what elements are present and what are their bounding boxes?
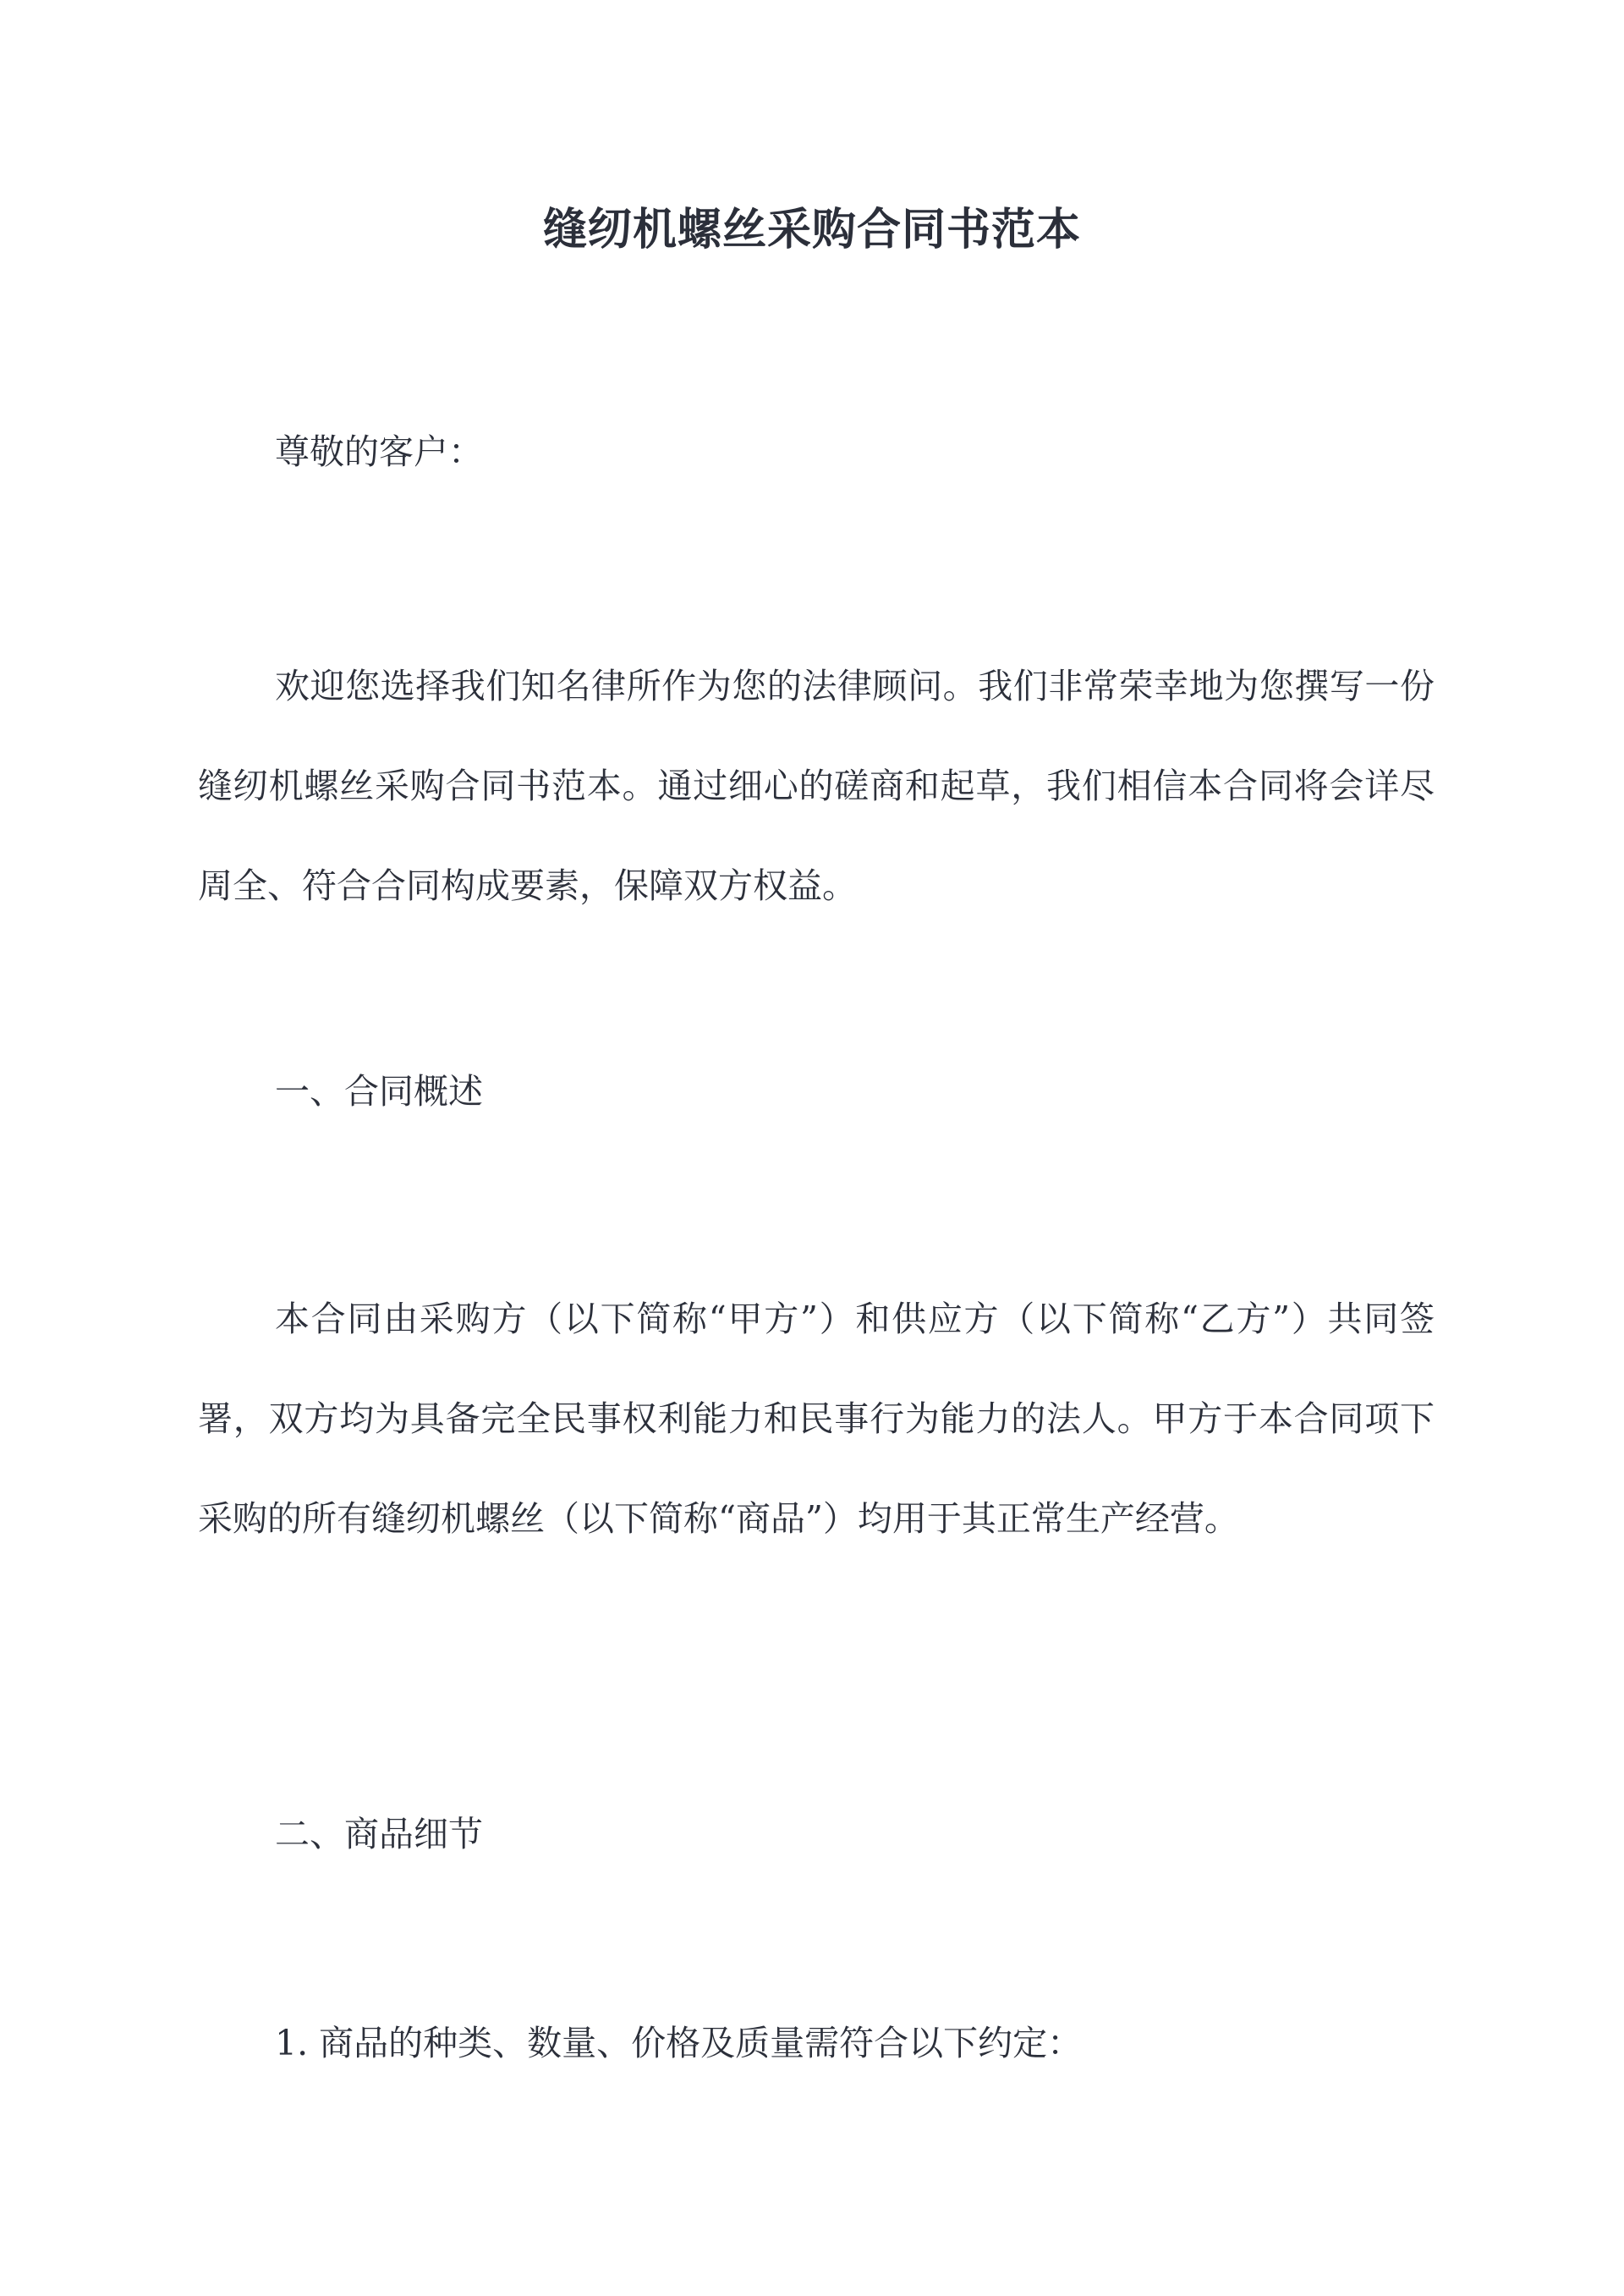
document-title: 缝纫机螺丝采购合同书范本 [542,204,1081,255]
list-item-1: 1. 商品的种类、数量、价格及质量需符合以下约定： [275,2023,1083,2063]
intro-paragraph: 欢迎您选择我们知名律所作为您的法律顾问。我们非常荣幸地为您撰写一份缝纫机螺丝采购合同书范本。通过细心的磋商和起草，我们相信本合同将会详尽周全、符合合同构成要素，保障双方权益。 [198,666,1435,906]
overview-paragraph: 本合同由采购方（以下简称“甲方”）和供应方（以下简称“乙方”）共同签署，双方均为具备完全民事权利能力和民事行为能力的法人。甲方于本合同项下采购的所有缝纫机螺丝（以下简称“商品”）均用于其正常生产经营。 [198,1299,1435,1539]
section-heading-goods-details: 二、商品细节 [275,1814,483,1854]
section-heading-overview: 一、合同概述 [275,1071,483,1112]
salutation: 尊敬的客户： [275,431,483,472]
